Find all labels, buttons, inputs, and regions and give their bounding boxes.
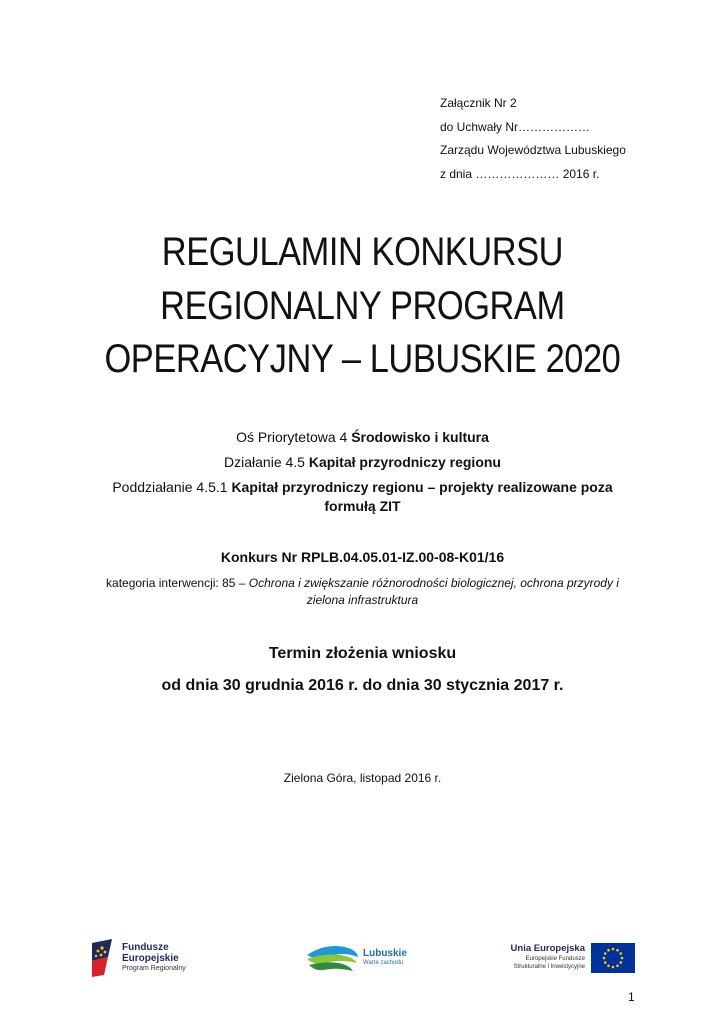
fe-title bbox=[122, 942, 179, 964]
program-axis-block bbox=[90, 428, 635, 522]
eu-flag-icon bbox=[591, 943, 635, 973]
page-number: 1 bbox=[628, 990, 635, 1004]
priority-axis-line bbox=[90, 428, 635, 447]
fe-subtitle: Program Regionalny bbox=[122, 965, 186, 972]
document-title bbox=[51, 226, 675, 387]
ue-line-3: Strukturalne i Inwestycyjne bbox=[513, 963, 585, 970]
ue-line-2: Europejskie Fundusze bbox=[525, 956, 585, 962]
category-prefix: kategoria interwencji: 85 – bbox=[106, 576, 249, 590]
eu-funds-flag-icon bbox=[92, 939, 116, 977]
lubuskie-name: Lubuskie bbox=[363, 948, 407, 959]
title-line-3: OPERACYJNY – LUBUSKIE 2020 bbox=[104, 337, 621, 381]
annex-block bbox=[440, 92, 626, 186]
title-line-2: REGIONALNY PROGRAM bbox=[160, 283, 565, 328]
logo-bar bbox=[0, 935, 725, 985]
subaction-prefix: Poddziałanie 4.5.1 bbox=[112, 479, 232, 495]
fe-line-1: Fundusze bbox=[122, 942, 169, 953]
ue-subtitle bbox=[514, 956, 585, 971]
deadline-range: od dnia 30 grudnia 2016 r. do dnia 30 stycznia 2017 r. bbox=[161, 677, 564, 694]
annex-line-2: do Uchwały Nr……………… bbox=[440, 119, 591, 134]
annex-line-1: Załącznik Nr 2 bbox=[440, 96, 517, 110]
lubuskie-logo bbox=[305, 941, 410, 977]
contest-number: Konkurs Nr RPLB.04.05.01-IZ.00-08-K01/16 bbox=[220, 549, 505, 565]
lubuskie-tagline: Warte zachodu bbox=[363, 960, 404, 966]
deadline-block bbox=[90, 643, 635, 697]
action-prefix: Działanie 4.5 bbox=[224, 454, 309, 470]
action-name: Kapitał przyrodniczy regionu bbox=[308, 454, 501, 470]
priority-axis-name: Środowisko i kultura bbox=[351, 429, 489, 445]
action-line bbox=[90, 453, 635, 472]
annex-line-4: z dnia ………………… 2016 r. bbox=[440, 166, 600, 181]
annex-line-3: Zarządu Województwa Lubuskiego bbox=[440, 143, 626, 157]
fe-line-2: Europejskie bbox=[122, 953, 179, 964]
fundusze-europejskie-logo bbox=[92, 939, 202, 979]
title-line-1: REGULAMIN KONKURSU bbox=[161, 230, 564, 274]
priority-axis-prefix: Oś Priorytetowa 4 bbox=[236, 429, 352, 445]
unia-europejska-logo bbox=[505, 943, 635, 979]
intervention-category bbox=[90, 575, 635, 609]
category-name: Ochrona i zwiększanie różnorodności biologicznej, ochrona przyrody i zielona infrastruktura bbox=[248, 576, 619, 607]
place-date: Zielona Góra, listopad 2016 r. bbox=[283, 771, 442, 785]
lubuskie-wave-icon bbox=[305, 941, 360, 973]
ue-title: Unia Europejska bbox=[510, 943, 585, 954]
subaction-name: Kapitał przyrodniczy regionu – projekty realizowane poza formułą ZIT bbox=[231, 479, 613, 514]
deadline-heading: Termin złożenia wniosku bbox=[268, 645, 457, 662]
subaction-line bbox=[90, 478, 635, 516]
